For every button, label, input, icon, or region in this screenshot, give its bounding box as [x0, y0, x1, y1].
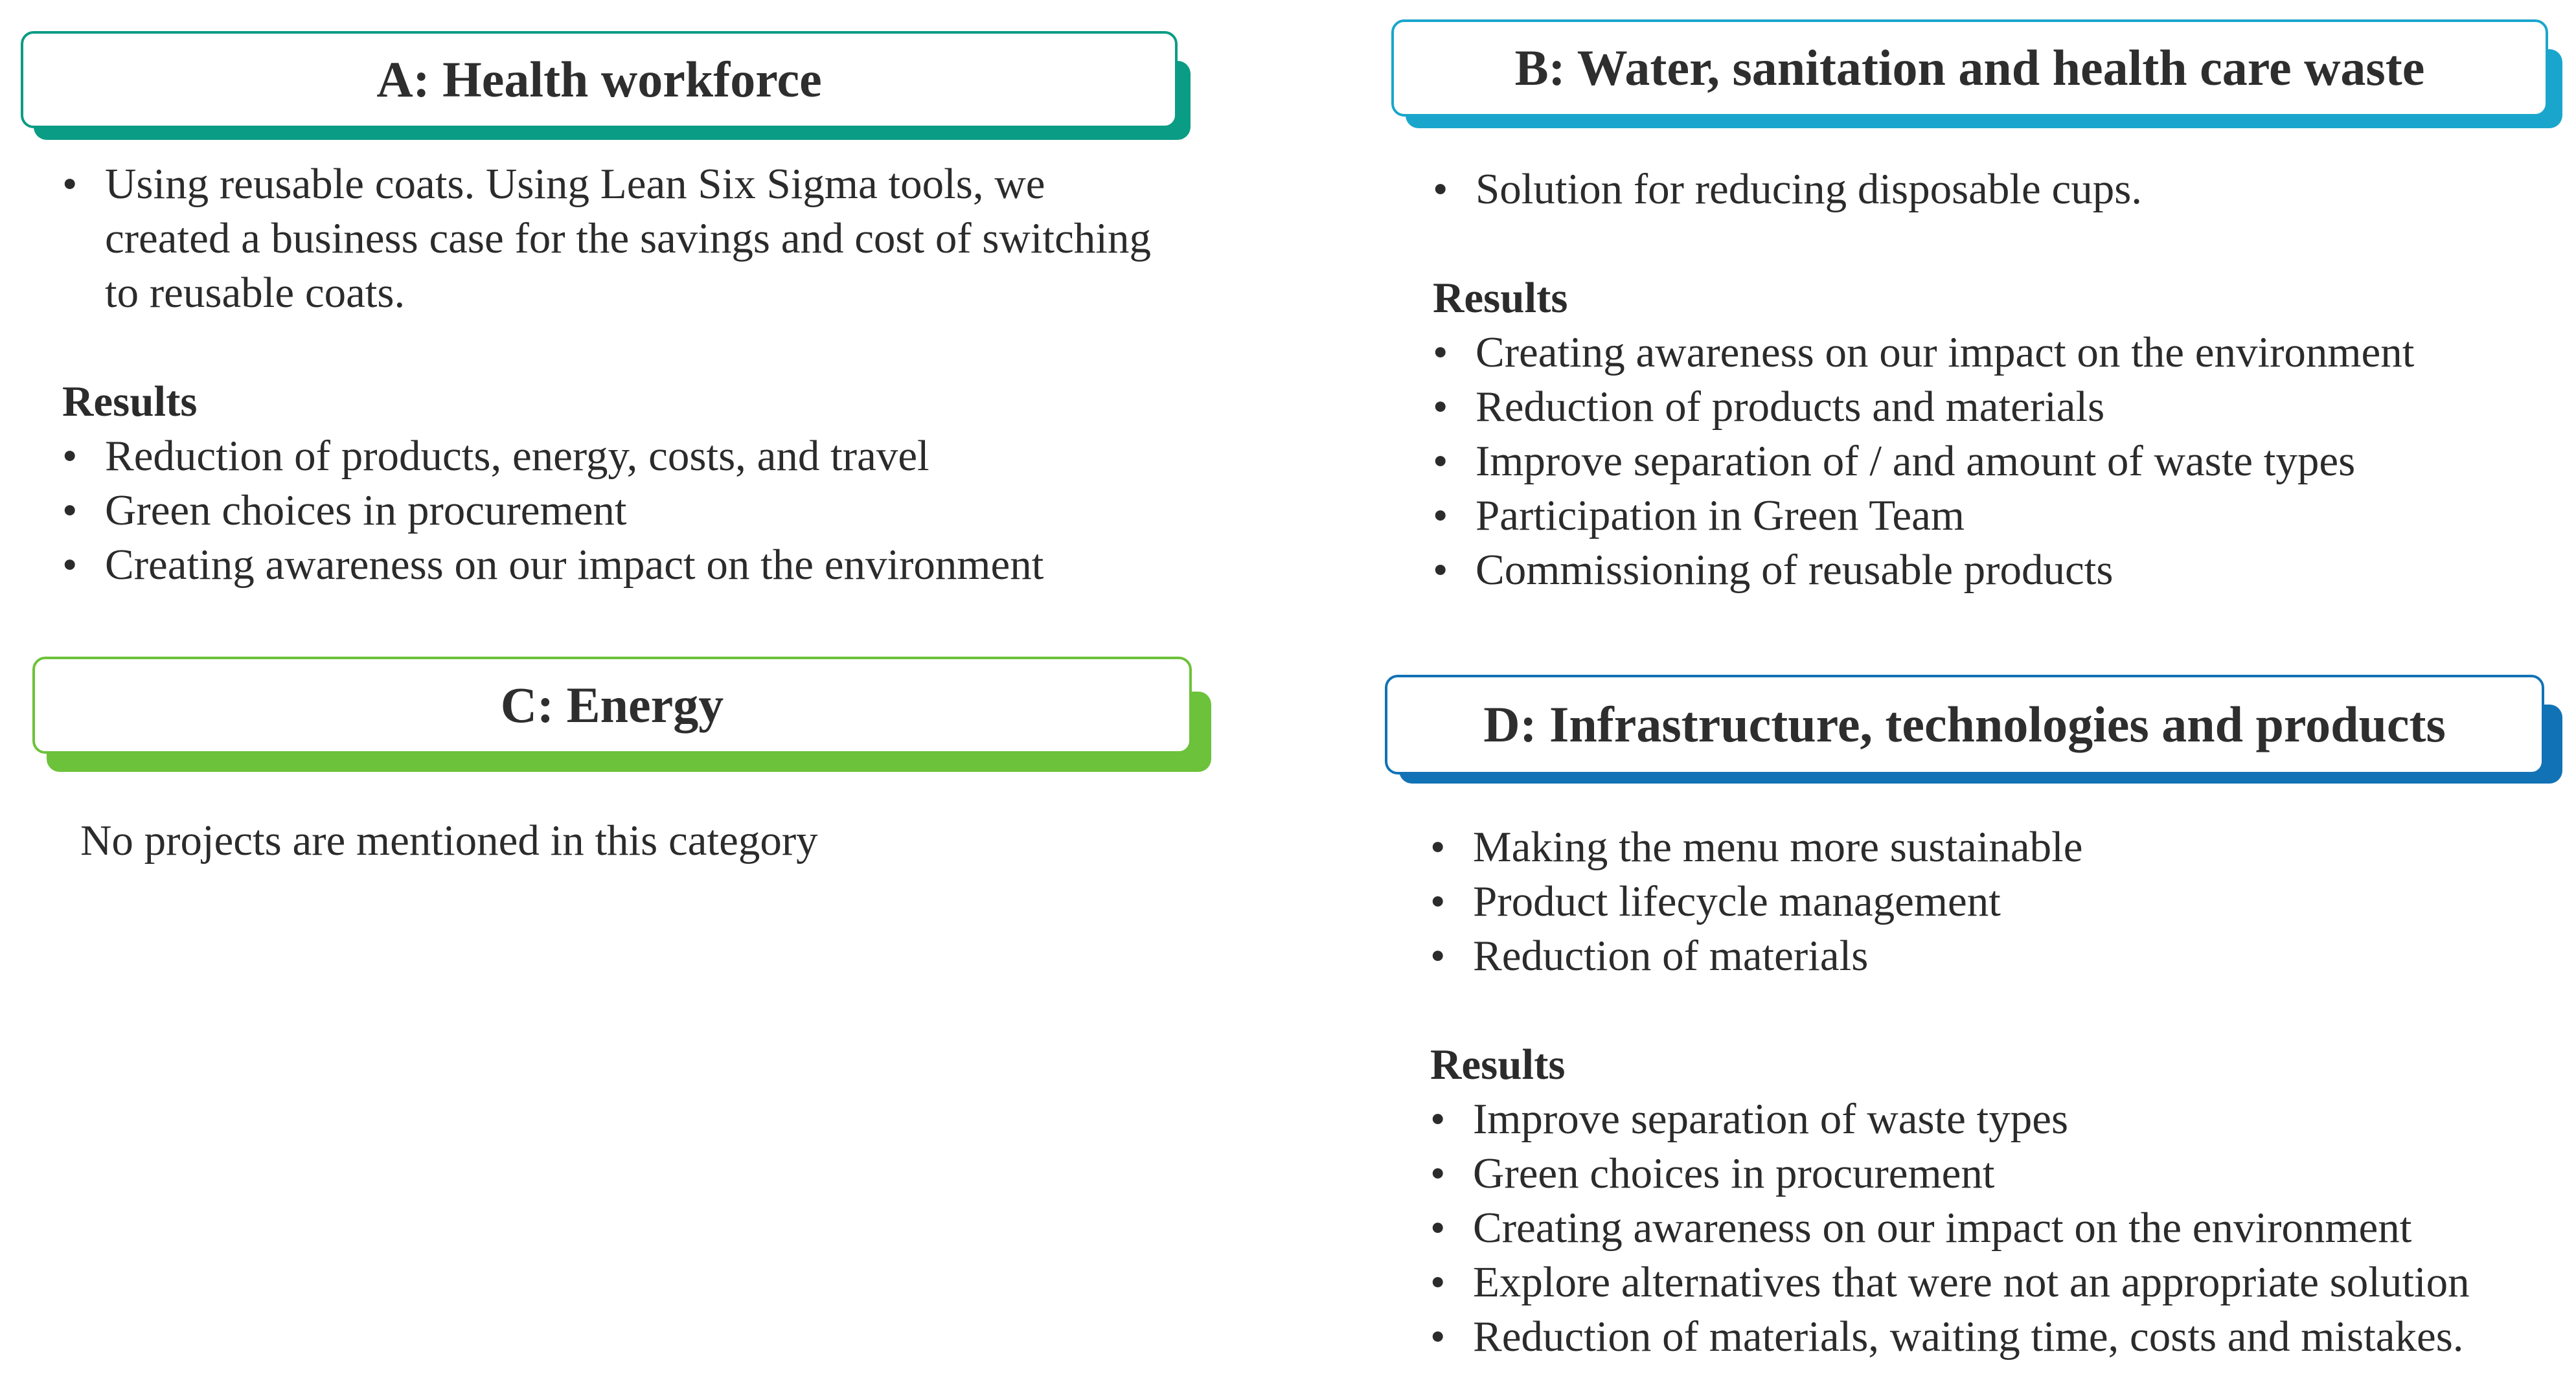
panel-b-header — [1391, 19, 2562, 128]
panel-b-result-item: • Commissioning of reusable products — [1433, 543, 2547, 597]
panel-b-result-item: • Creating awareness on our impact on the environment — [1433, 325, 2547, 379]
panel-b-bullet: • Solution for reducing disposable cups. — [1433, 162, 2547, 216]
panel-d-bullet: • Product lifecycle management — [1430, 874, 2557, 929]
panel-d-content — [1430, 820, 2557, 1364]
panel-d-bullet: • Making the menu more sustainable — [1430, 820, 2557, 874]
panel-d-result-item: • Explore alternatives that were not an appropriate solution — [1430, 1255, 2557, 1309]
panel-c-content — [80, 813, 1181, 868]
panel-d-results-list — [1430, 1092, 2557, 1364]
panel-b-result-item: • Reduction of products and materials — [1433, 379, 2547, 434]
panel-b-results-list — [1433, 325, 2547, 597]
panel-a-result-item: • Green choices in procurement — [62, 483, 1163, 537]
panel-d-result-item: • Improve separation of waste types — [1430, 1092, 2557, 1146]
panel-d-result-item: • Green choices in procurement — [1430, 1146, 2557, 1201]
panel-a-results-list — [62, 429, 1163, 592]
panel-c-header — [32, 657, 1211, 772]
panel-b-content — [1433, 162, 2547, 597]
panel-d-bullet-list — [1430, 820, 2557, 983]
panel-a-bullet: • Using reusable coats. Using Lean Six Sigma tools, we created a business case for the savings and cost of switching to reusable coats. — [62, 157, 1163, 320]
panel-a-result-item: • Creating awareness on our impact on the environment — [62, 537, 1163, 592]
panel-a-header — [21, 31, 1191, 140]
panel-a-results-heading: Results — [62, 378, 198, 425]
panel-a-bullet-list — [62, 157, 1163, 320]
panel-d-result-item: • Reduction of materials, waiting time, costs and mistakes. — [1430, 1309, 2557, 1364]
panel-b-result-item: • Participation in Green Team — [1433, 488, 2547, 543]
panel-d-title: D: Infrastructure, technologies and products — [1385, 675, 2544, 774]
panel-c-title: C: Energy — [32, 657, 1192, 754]
panel-d-result-item: • Creating awareness on our impact on the environment — [1430, 1201, 2557, 1255]
panel-a-content — [62, 157, 1163, 592]
panel-d-results-heading: Results — [1430, 1041, 1566, 1089]
panel-b-title: B: Water, sanitation and health care waste — [1391, 19, 2548, 117]
panel-a-title: A: Health workforce — [21, 31, 1178, 128]
panel-c-text: No projects are mentioned in this category — [80, 817, 818, 864]
panel-d-header — [1385, 675, 2562, 784]
panel-b-bullet-list — [1433, 162, 2547, 216]
panel-a-result-item: • Reduction of products, energy, costs, and travel — [62, 429, 1163, 483]
panel-b-result-item: • Improve separation of / and amount of waste types — [1433, 434, 2547, 488]
panel-d-bullet: • Reduction of materials — [1430, 929, 2557, 983]
panel-b-results-heading: Results — [1433, 274, 1568, 322]
